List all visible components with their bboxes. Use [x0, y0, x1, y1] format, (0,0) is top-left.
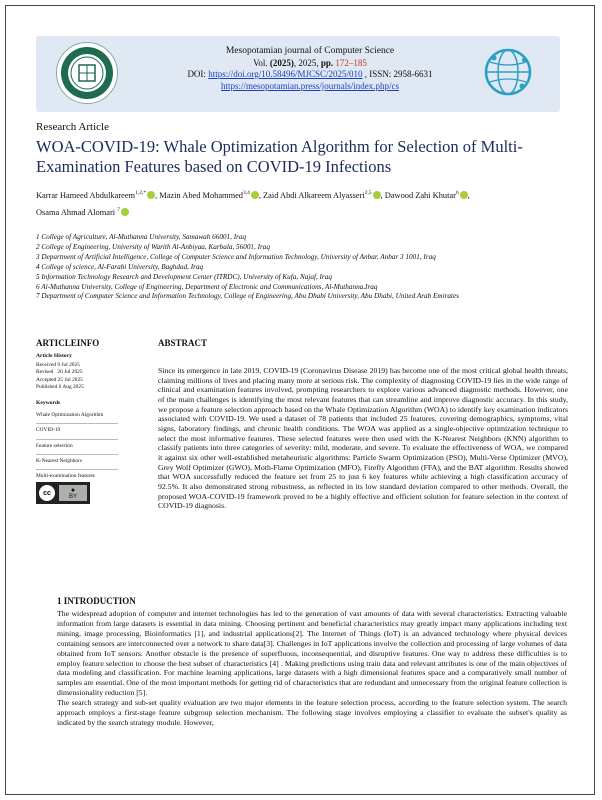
paragraph: The widespread adoption of computer and internet technologies has led to the generation of vast amounts of data with several characteristics. Extracting valuable information from large datasets is essential in data mining. Choosing pertinent and beneficial characteristics may greatly impact many applications including text mining, image processing, Bioinformatics [1], and industrial applications[2]. The Internet of Things (IoT) is an advanced technology where physical devices containing sensors are interconnected over a network to share data[3]. Challenges in IoT applications involve the collection and processing of large volumes of data obtained from IoT sensors. Another obstacle is the presence of superfluous, inconsequential, and disruptive features. One way to address these difficulties is to employ feature selection to choose the best subset of characteristics [4] . Making predictions using train data and relevant attributes is one of the main objectives of data modeling and classification. For machine learning applications, large datasets with a high dimensional features space and a comparatively small number of samples are essential. One of the most important methods for getting rid of characteristics that are redundant and unnecessary from the original feature collection is dimensionality reduction [5]. — [57, 609, 567, 698]
seal-icon — [59, 45, 115, 101]
keyword-item: Feature selection — [36, 440, 118, 455]
history-item: Received 9 Jul 2025 — [36, 362, 80, 369]
journal-header-text — [150, 46, 470, 92]
orcid-icon[interactable] — [373, 191, 381, 199]
author-name: Mazin Abed Mohammed — [159, 190, 243, 200]
affiliation: 5 Information Technology Research and Development Center (ITRDC), University of Kufa, Najaf, Iraq — [36, 272, 332, 281]
keyword-item: K-Nearest Neighbors — [36, 455, 118, 470]
introduction-heading: 1 INTRODUCTION — [57, 596, 136, 606]
author-name: Dawood Zahi Khutar — [384, 190, 456, 200]
orcid-icon[interactable] — [460, 191, 468, 199]
orcid-icon[interactable] — [121, 208, 129, 216]
journal-site-link[interactable]: https://mesopotamian.press/journals/index.php/cs — [221, 80, 399, 91]
publisher-seal-logo — [56, 42, 118, 104]
author-name: Osama Ahmad Alomari — [36, 207, 116, 217]
history-item: Published 6 Aug 2025 — [36, 383, 84, 390]
author-list: Karrar Hameed Abdulkareem$^{1,2,*}$ , Mazin Abed Mohammed$^{3,4}$ , Zaid Abdi Alkareem Alyasseri$^{2,5}$ , Dawood Zahi Khutar$^6$ , Osama Ahmad Alomari $^7$ — [36, 190, 470, 217]
author-name: Zaid Abdi Alkareem Alyasseri — [263, 190, 365, 200]
affiliation: 7 Department of Computer Science and Information Technology, College of Engineering, Abu Dhabi University, Abu Dhabi, United Arab Emirates — [36, 292, 459, 301]
journal-name: Mesopotamian journal of Computer Science — [225, 46, 395, 56]
by-icon: ● BY — [59, 485, 87, 501]
history-item: Accepted 25 Jul 2025 — [36, 376, 83, 383]
article-info-column — [36, 353, 118, 484]
keyword-item: COVID-19 — [36, 424, 118, 439]
orcid-icon[interactable] — [251, 191, 259, 199]
author-name: Karrar Hameed Abdulkareem — [36, 190, 136, 200]
doi-line: DOI: https://doi.org/10.58496/MJCSC/2025/010 , ISSN: 2958-6631 — [187, 69, 433, 79]
affiliation-list — [36, 233, 586, 302]
abstract-text: Since its emergence in late 2019, COVID-19 (Coronavirus Disease 2019) has become one of the most critical global health threats, claiming millions of lives and placing many more at serious risk. The complexity of diagnosing COVID-19 lies in the wide range of clinical and examination features involved, prompting researchers to explore various advanced diagnostic methods. However, one of the main challenges is identifying the most relevant features that can streamline and improve diagnostic accuracy. In this study, we propose a feature selection approach based on the Whale Optimization Algorithm (WOA) to identify key examination indicators associated with COVID-19. We used a dataset of 78 patients that included 25 features, covering demographics, symptoms, vital signs, laboratory findings, and chronic health conditions. The WOA was applied as a single-objective optimization technique to select the most informative features. These selected features were then used with the K-Nearest Neighbors (KNN) algorithm to classify patients into three categories of severity: mild, moderate, and severe. To evaluate the effectiveness of WOA, we compared it against six other well-established metaheuristic algorithms: Particle Swarm Optimization (PSO), Multi-Verse Optimizer (MVO), Grey Wolf Optimizer (GWO), Moth-Flame Optimization (MFO), Firefly Algorithm (FFA), and the BAT algorithm. Results showed that WOA successfully reduced the feature set from 25 to just 6 key features while achieving a high classification accuracy of 92.5%. It also demonstrated strong robustness, as reflected in its low standard deviation compared to other methods. Overall, the proposed WOA-COVID-19 framework proved to be a highly effective and efficient solution for feature selection in the context of COVID-19 diagnosis. — [158, 366, 568, 511]
keyword-item: Multi-examination features — [36, 473, 95, 480]
page-range: 172–185 — [333, 57, 367, 68]
globe-icon — [480, 44, 536, 100]
article-type: Research Article — [36, 121, 109, 133]
keyword-item: Whale Optimization Algorithm — [36, 409, 118, 424]
affiliation: 2 College of Engineering, University of Warith Al-Anbiyaa, Karbala, 56001, Iraq — [36, 242, 270, 251]
article-info-heading: ARTICLEINFO — [36, 338, 100, 348]
paper-title: WOA-COVID-19: Whale Optimization Algorithm for Selection of Multi-Examination Features based on COVID-19 Infections — [36, 137, 523, 176]
keywords-label: Keywords — [36, 400, 61, 407]
cc-by-license-badge[interactable] — [36, 482, 90, 504]
globe-network-logo — [480, 44, 536, 100]
paragraph: The search strategy and sub-set quality evaluation are two major elements in the feature selection process, according to the feature selection system. The search approach employs a first-stage feature subgroup selection mechanism. The following stage involves employing a classifier to evaluate the subset's quality as indicated by the search strategy module. However, — [57, 698, 567, 727]
affiliation: 3 Department of Artificial Intelligence, College of Computer Science and Information Technology, University of Anbar, Anbar 3 1001, Iraq — [36, 252, 436, 261]
affiliation: 4 College of science, Al-Farabi University, Baghdad, Iraq — [36, 262, 204, 271]
orcid-icon[interactable] — [147, 191, 155, 199]
doi-link[interactable]: https://doi.org/10.58496/MJCSC/2025/010 — [208, 69, 363, 79]
affiliation: 6 Al-Muthanna University, College of Engineering, Department of Electronic and Communications, Al-Muthanna,Iraq — [36, 282, 378, 291]
abstract-heading: ABSTRACT — [158, 338, 208, 348]
volume-line: Vol. (2025), 2025, pp. 172–185 — [253, 57, 367, 68]
affiliation: 1 College of Agriculture, Al-Muthanna University, Samawah 66001, Iraq — [36, 233, 247, 241]
history-label: Article History — [36, 353, 72, 359]
cc-icon: cc — [39, 485, 55, 501]
history-item: Revised 20 Jul 2025 — [36, 369, 83, 376]
introduction-body — [57, 609, 567, 728]
